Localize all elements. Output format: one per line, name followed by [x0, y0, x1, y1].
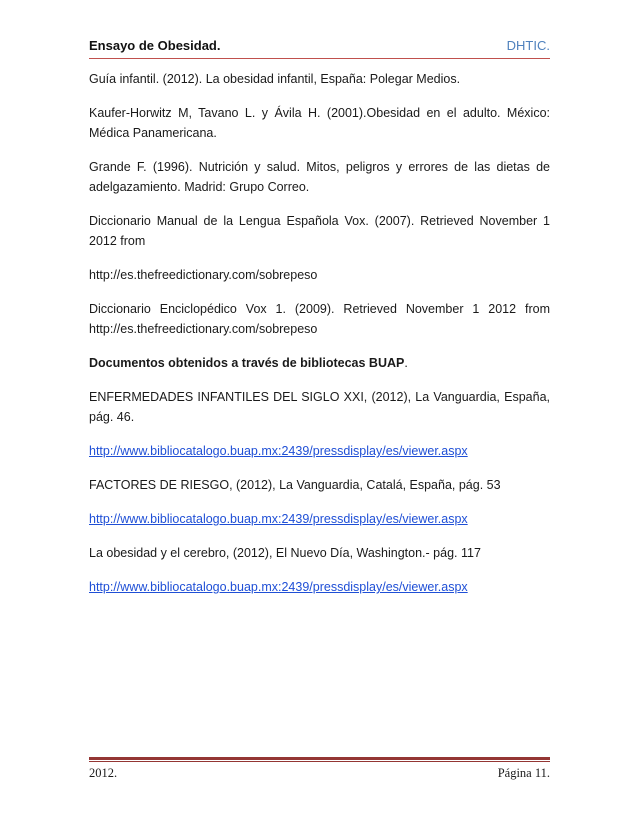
document-link-row [89, 436, 550, 461]
header-org: DHTIC. [506, 38, 550, 53]
document-citation: ENFERMEDADES INFANTILES DEL SIGLO XXI, (2012), La Vanguardia, España, pág. 46. [89, 390, 550, 424]
header-title: Ensayo de Obesidad. [89, 38, 221, 53]
page-body [89, 64, 550, 606]
reference-url-text: http://es.thefreedictionary.com/sobrepeso [89, 268, 318, 282]
document-link-row [89, 572, 550, 597]
document-link[interactable]: http://www.bibliocatalogo.buap.mx:2439/pressdisplay/es/viewer.aspx [89, 512, 468, 526]
document-citation: La obesidad y el cerebro, (2012), El Nuevo Día, Washington.- pág. 117 [89, 546, 481, 560]
reference-entry: Diccionario Manual de la Lengua Española Vox. (2007). Retrieved November 1 2012 from [89, 214, 550, 248]
footer-rule-thin [89, 761, 550, 762]
document-link-row [89, 504, 550, 529]
document-citation: FACTORES DE RIESGO, (2012), La Vanguardia, Catalá, España, pág. 53 [89, 478, 501, 492]
reference-entry: Diccionario Enciclopédico Vox 1. (2009). Retrieved November 1 2012 from http://es.thefreedictionary.com/sobrepeso [89, 302, 550, 336]
document-link[interactable]: http://www.bibliocatalogo.buap.mx:2439/pressdisplay/es/viewer.aspx [89, 444, 468, 458]
page-header [89, 38, 550, 58]
header-rule [89, 58, 550, 59]
reference-entry: Kaufer-Horwitz M, Tavano L. y Ávila H. (2001).Obesidad en el adulto. México: Médica Panamericana. [89, 106, 550, 140]
footer-rule [89, 757, 550, 760]
document-link[interactable]: http://www.bibliocatalogo.buap.mx:2439/pressdisplay/es/viewer.aspx [89, 580, 468, 594]
section-heading [89, 348, 550, 373]
footer-year: 2012. [89, 766, 118, 780]
reference-entry: Grande F. (1996). Nutrición y salud. Mitos, peligros y errores de las dietas de adelgazamiento. Madrid: Grupo Correo. [89, 160, 550, 194]
page-number: Página 11. [497, 766, 550, 780]
reference-entry: Guía infantil. (2012). La obesidad infantil, España: Polegar Medios. [89, 72, 461, 86]
section-title-suffix: . [404, 356, 408, 370]
section-title: Documentos obtenidos a través de bibliotecas BUAP [89, 356, 405, 370]
